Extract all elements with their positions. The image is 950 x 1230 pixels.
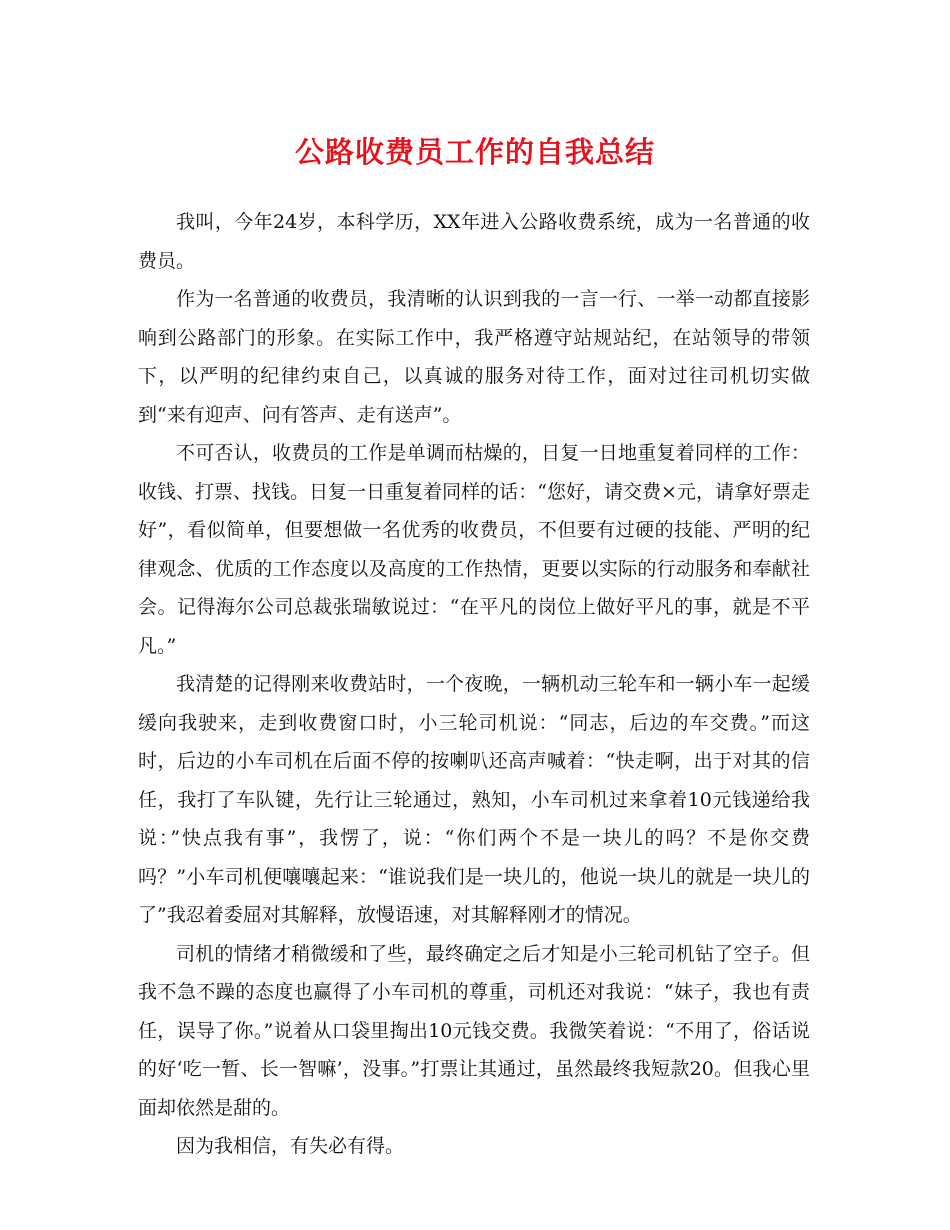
paragraph-6: 因为我相信，有失必有得。	[176, 1135, 405, 1157]
document-body	[138, 203, 810, 1166]
paragraph-3: 不可否认，收费员的工作是单调而枯燥的，日复一日地重复着同样的工作：收钱、打票、找钱。日复一日重复着同样的话：“您好，请交费×元，请拿好票走好”，看似简单，但要想做一名优秀的收费员，不但要有过硬的技能、严明的纪律观念、优质的工作态度以及高度的工作热情，更要以实际的行动服务和奉献社会。记得海尔公司总裁张瑞敏说过：“在平凡的岗位上做好平凡的事，就是不平凡。”	[138, 442, 810, 657]
paragraph-1: 我叫，今年24岁，本科学历，XX年进入公路收费系统，成为一名普通的收费员。	[138, 211, 810, 272]
paragraph-4: 我清楚的记得刚来收费站时，一个夜晚，一辆机动三轮车和一辆小车一起缓缓向我驶来，走到收费窗口时，小三轮司机说：“同志，后边的车交费。”而这时，后边的小车司机在后面不停的按喇叭还高声喊着：“快走啊，出于对其的信任，我打了车队键，先行让三轮通过，熟知，小车司机过来拿着10元钱递给我说：”快点我有事”，我愣了，说：“你们两个不是一块儿的吗？不是你交费吗？”小车司机便嚷嚷起来：“谁说我们是一块儿的，他说一块儿的就是一块儿的了”我忍着委屈对其解释，放慢语速，对其解释刚才的情况。	[138, 673, 810, 926]
paragraph-2: 作为一名普通的收费员，我清晰的认识到我的一言一行、一举一动都直接影响到公路部门的形象。在实际工作中，我严格遵守站规站纪，在站领导的带领下，以严明的纪律约束自己，以真诚的服务对待工作，面对过往司机切实做到“来有迎声、问有答声、走有送声”。	[138, 288, 810, 426]
document-title: 公路收费员工作的自我总结	[294, 135, 655, 169]
paragraph-5: 司机的情绪才稍微缓和了些，最终确定之后才知是小三轮司机钻了空子。但我不急不躁的态度也赢得了小车司机的尊重，司机还对我说：“妹子，我也有责任，误导了你。”说着从口袋里掏出10元钱交费。我微笑着说：“不用了，俗话说的好‘吃一暂、长一智嘛’，没事。”打票让其通过，虽然最终我短款20。但我心里面却依然是甜的。	[138, 942, 810, 1119]
